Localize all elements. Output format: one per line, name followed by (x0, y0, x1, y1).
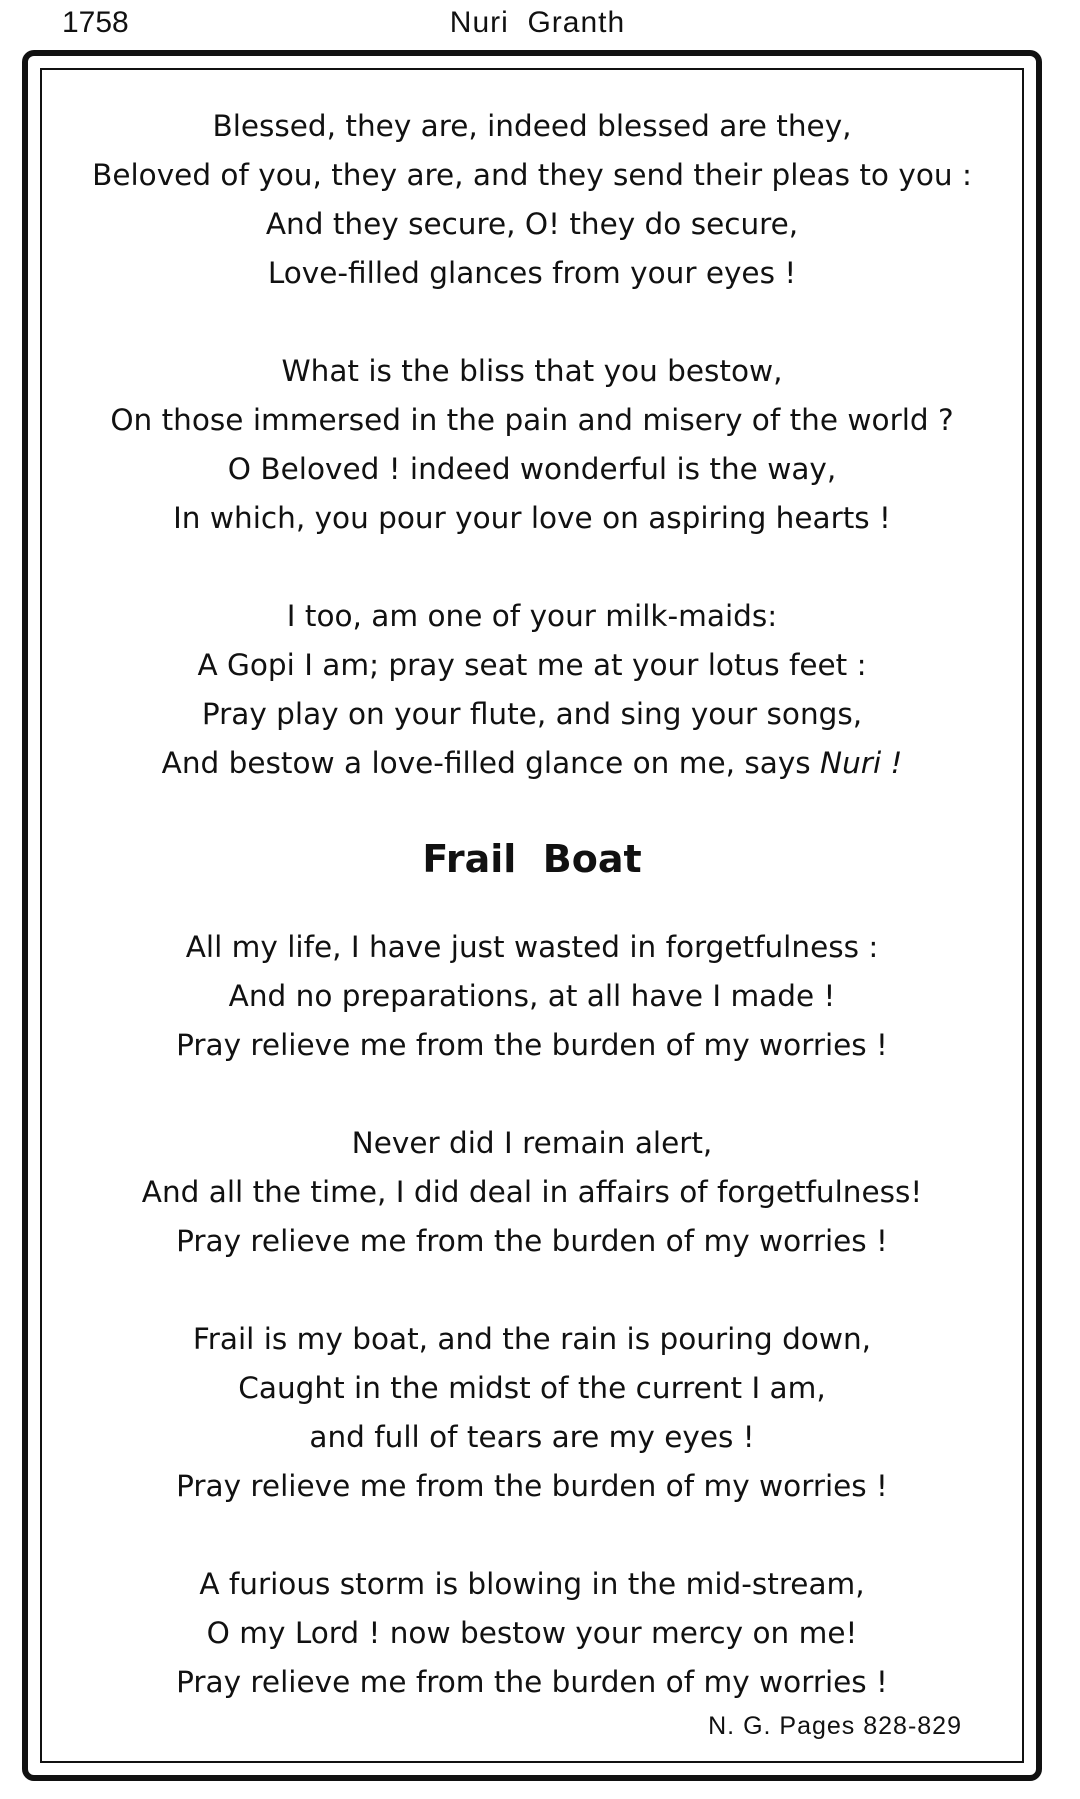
verse-line: And all the time, I did deal in affairs of forgetfulness! (141, 1175, 923, 1209)
verse-line: Pray relieve me from the burden of my worries ! (176, 1665, 888, 1699)
page-number: 1758 (62, 6, 129, 39)
running-title: Nuri Granth (449, 6, 626, 39)
verse-line: Pray relieve me from the burden of my worries ! (176, 1469, 888, 1503)
author-name: Nuri ! (820, 746, 903, 780)
poem-content (42, 102, 1022, 1707)
verse-line: And no preparations, at all have I made ! (228, 979, 836, 1013)
verse-line: Pray relieve me from the burden of my worries ! (176, 1224, 888, 1258)
verse-line: O my Lord ! now bestow your mercy on me! (206, 1616, 858, 1650)
verse-line: Blessed, they are, indeed blessed are they, (212, 109, 852, 143)
verse-line: Frail is my boat, and the rain is pouring down, (192, 1322, 872, 1356)
verse-line: On those immersed in the pain and misery of the world ? (110, 403, 954, 437)
page-frame-inner (40, 68, 1024, 1763)
verse-line: I too, am one of your milk-maids: (286, 599, 778, 633)
verse-line: A furious storm is blowing in the mid-stream, (199, 1567, 865, 1601)
verse-line: Never did I remain alert, (351, 1126, 713, 1160)
stanza (42, 923, 1022, 1070)
stanza (42, 1119, 1022, 1266)
verse-line-text: And bestow a love-filled glance on me, says (161, 746, 821, 780)
page-frame (22, 50, 1042, 1781)
verse-line: What is the bliss that you bestow, (281, 354, 783, 388)
verse-line: Pray relieve me from the burden of my worries ! (176, 1028, 888, 1062)
verse-line: O Beloved ! indeed wonderful is the way, (227, 452, 837, 486)
stanza (42, 347, 1022, 543)
verse-line: Caught in the midst of the current I am, (238, 1371, 826, 1405)
verse-line: And they secure, O! they do secure, (265, 207, 799, 241)
stanza (42, 1315, 1022, 1511)
verse-line: and full of tears are my eyes ! (309, 1420, 755, 1454)
stanza (42, 1560, 1022, 1707)
page-reference: N. G. Pages 828-829 (708, 1712, 962, 1740)
stanza (42, 102, 1022, 298)
verse-line: All my life, I have just wasted in forgetfulness : (185, 930, 879, 964)
stanza (42, 592, 1022, 788)
poem-title: Frail Boat (422, 837, 642, 881)
verse-line: In which, you pour your love on aspiring hearts ! (173, 501, 891, 535)
verse-line: Love-filled glances from your eyes ! (267, 256, 797, 290)
verse-line: Pray play on your flute, and sing your songs, (201, 697, 863, 731)
verse-line-final (42, 739, 1022, 788)
verse-line: A Gopi I am; pray seat me at your lotus feet : (197, 648, 867, 682)
verse-line: Beloved of you, they are, and they send their pleas to you : (92, 158, 972, 192)
